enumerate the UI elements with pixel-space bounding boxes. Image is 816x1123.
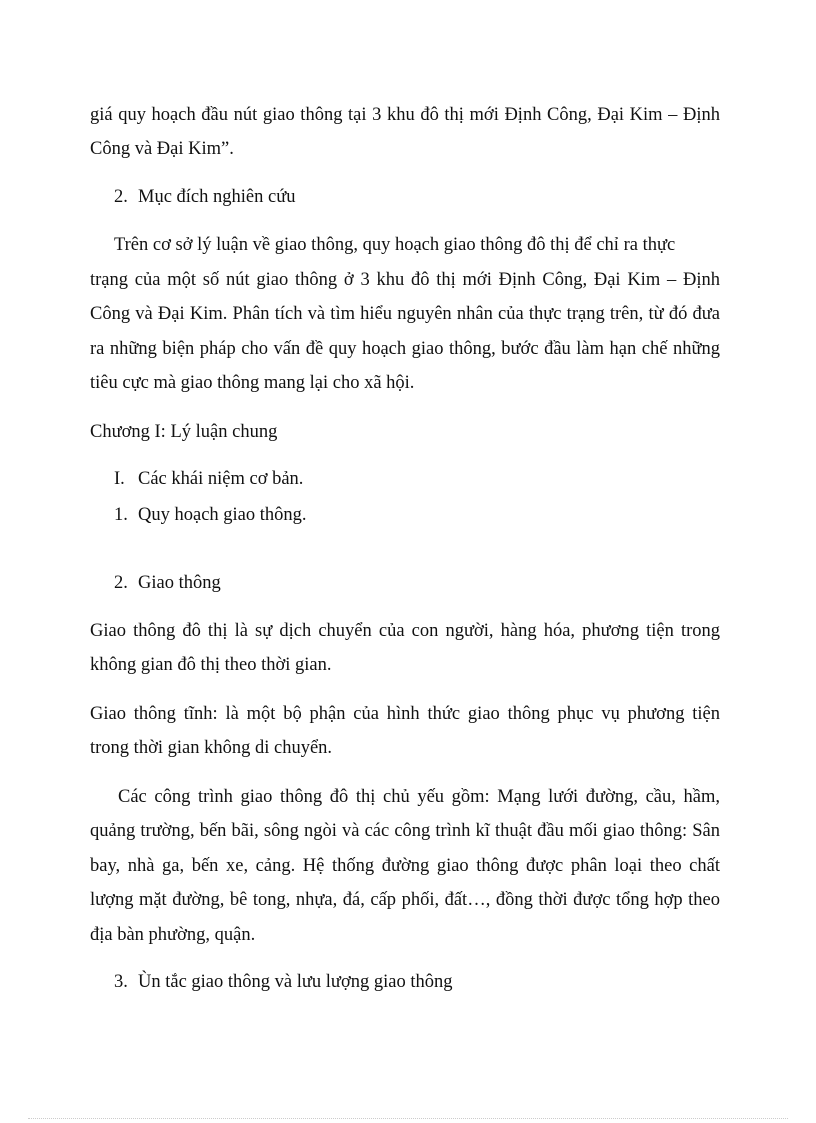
paragraph-line: trong thời gian không di chuyển.: [90, 738, 333, 758]
section-2-title: Mục đích nghiên cứu: [138, 187, 296, 207]
page-bottom-divider: [28, 1118, 788, 1119]
list-title: Các khái niệm cơ bản.: [138, 469, 304, 489]
list-title: Quy hoạch giao thông.: [138, 505, 307, 525]
paragraph-line: bay, nhà ga, bến xe, cảng. Hệ thống đường giao thông được phân loại theo chất: [90, 856, 720, 876]
paragraph-line: Công và Đại Kim. Phân tích và tìm hiểu nguyên nhân của thực trạng trên, từ đó đưa: [90, 304, 720, 324]
paragraph-line: Giao thông tĩnh: là một bộ phận của hình thức giao thông phục vụ phương tiện: [90, 704, 720, 724]
chapter-title: Chương I: Lý luận chung: [90, 422, 278, 442]
list-number: 1.: [114, 505, 128, 525]
intro-line-2: Công và Đại Kim”.: [90, 139, 234, 159]
paragraph-line: Giao thông đô thị là sự dịch chuyển của con người, hàng hóa, phương tiện trong: [90, 621, 720, 641]
section-2-number: 2.: [114, 187, 128, 207]
paragraph-line: tiêu cực mà giao thông mang lại cho xã hội.: [90, 373, 415, 393]
list-number: 3.: [114, 972, 128, 992]
intro-line-1: giá quy hoạch đầu nút giao thông tại 3 khu đô thị mới Định Công, Đại Kim – Định: [90, 105, 720, 125]
paragraph-line: không gian đô thị theo thời gian.: [90, 655, 332, 675]
paragraph-line: địa bàn phường, quận.: [90, 925, 256, 945]
paragraph-line: trạng của một số nút giao thông ở 3 khu đô thị mới Định Công, Đại Kim – Định: [90, 270, 720, 290]
list-title: Giao thông: [138, 573, 221, 593]
paragraph-line: lượng mặt đường, bê tong, nhựa, đá, cấp phối, đất…, đồng thời được tổng hợp theo: [90, 890, 720, 910]
list-title: Ùn tắc giao thông và lưu lượng giao thông: [138, 972, 453, 992]
paragraph-line: Trên cơ sở lý luận về giao thông, quy hoạch giao thông đô thị để chỉ ra thực: [114, 235, 676, 255]
paragraph-line: Các công trình giao thông đô thị chủ yếu gồm: Mạng lưới đường, cầu, hầm,: [118, 787, 720, 807]
paragraph-line: ra những biện pháp cho vấn đề quy hoạch giao thông, bước đầu làm hạn chế những: [90, 339, 720, 359]
list-number: 2.: [114, 573, 128, 593]
paragraph-line: quảng trường, bến bãi, sông ngòi và các công trình kĩ thuật đầu mối giao thông: Sân: [90, 821, 720, 841]
list-number: I.: [114, 469, 125, 489]
